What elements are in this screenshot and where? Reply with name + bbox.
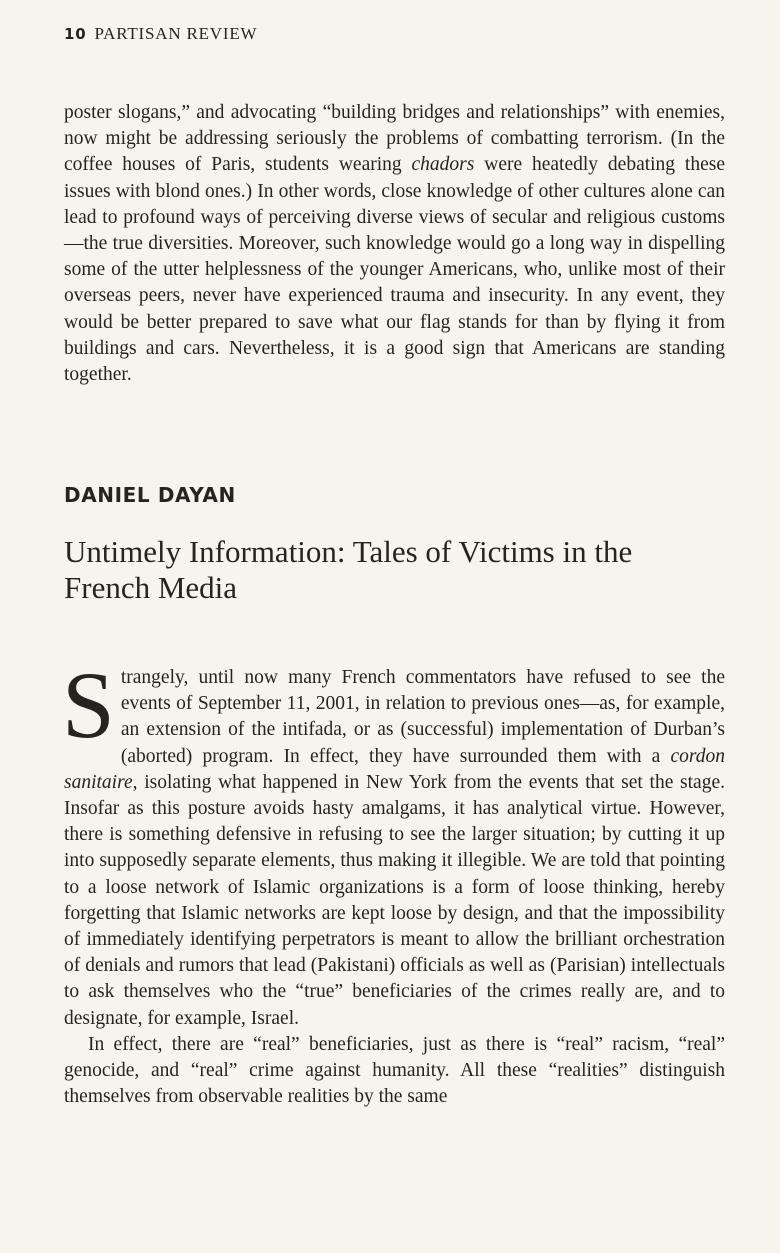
- article-title: Untimely Information: Tales of Victims in the French Media: [64, 534, 633, 605]
- page-number: 10: [64, 25, 87, 43]
- journal-title: PARTISAN REVIEW: [94, 24, 258, 43]
- continued-paragraph-text-2: were heatedly debating these issues with blond ones.) In other words, close knowledge of other cultures alone can lead to profound ways of perceiving diverse views of secular and religious customs—the true diversities. Moreover, such knowledge would go a long way in dispelling some of the utter helplessness of the younger Americans, who, unlike most of their overseas peers, never have experienced trauma and insecurity. In any event, they would be better prepared to save what our flag stands for than by flying it from buildings and cars. Nevertheless, it is a good sign that Americans are standing together.: [64, 154, 725, 386]
- drop-cap: S: [62, 652, 115, 758]
- article-body: [62, 652, 725, 1110]
- article-author: DANIEL DAYAN: [64, 483, 236, 507]
- continued-paragraph-text-1: poster slogans,” and advocating “building bridges and relationships” with enemies, now might be addressing seriously the problems of combatting terrorism. (In the coffee houses of Paris, students wearing: [64, 102, 725, 176]
- continued-paragraph-italic: chadors: [411, 154, 475, 176]
- article-paragraph-1-text-1: trangely, until now many French commentators have refused to see the events of September 11, 2001, in relation to previous ones—as, for example, an extension of the intifada, or as (successful) implementation of Durban’s (aborted) program. In effect, they have surrounded them with a: [120, 667, 725, 767]
- article-paragraph-1-italic: cordon sanitaire: [64, 745, 725, 793]
- article-paragraph-1-text-2: , isolating what happened in New York from the events that set the stage. Insofar as this posture avoids hasty amalgams, it has analytical virtue. However, there is something defensive in refusing to see the larger situation; by cutting it up into supposedly separate elements, thus making it illegible. We are told that pointing to a loose network of Islamic organizations is a form of loose thinking, hereby forgetting that Islamic networks are kept loose by design, and that the impossibility of immediately identifying perpetrators is meant to allow the brilliant orchestration of denials and rumors that lead (Pakistani) officials as well as (Parisian) intellectuals to ask themselves who the “true” beneficiaries of the crimes really are, and to designate, for example, Israel.: [64, 771, 725, 1029]
- running-head: [64, 24, 257, 44]
- continued-paragraph: [64, 100, 725, 388]
- article-paragraph-2: In effect, there are “real” beneficiaries, just as there is “real” racism, “real” genocide, and “real” crime against humanity. All these “realities” distinguish themselves from observable realities by the same: [64, 1033, 725, 1108]
- article-paragraph-1: [62, 652, 725, 1032]
